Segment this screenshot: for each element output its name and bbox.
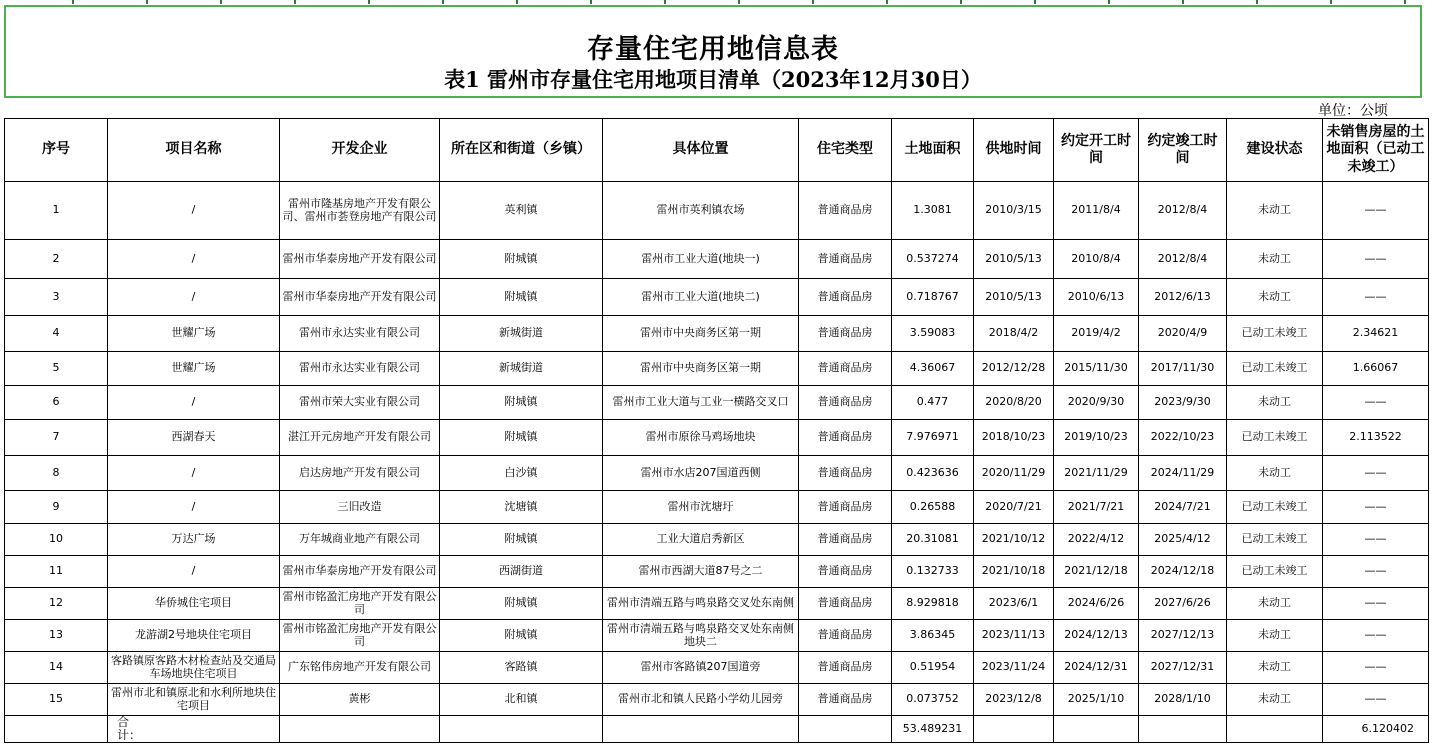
cell-type[interactable]: 普通商品房	[799, 456, 892, 491]
cell-index[interactable]: 2	[5, 240, 108, 279]
table-row	[5, 556, 1429, 588]
cell-area[interactable]: 20.31081	[892, 524, 974, 556]
cell-area[interactable]: 0.477	[892, 386, 974, 420]
cell-supply-date[interactable]: 2023/6/1	[974, 588, 1054, 620]
cell-status[interactable]: 未动工	[1227, 588, 1323, 620]
cell-index[interactable]: 8	[5, 456, 108, 491]
cell-unsold-area[interactable]: ——	[1323, 620, 1429, 652]
cell-developer[interactable]: 雷州市华泰房地产开发有限公司	[280, 279, 440, 316]
cell-project[interactable]: /	[108, 456, 280, 491]
header-row	[5, 119, 1429, 182]
total-empty-cell[interactable]	[974, 716, 1054, 743]
cell-area[interactable]: 0.51954	[892, 652, 974, 684]
total-empty-cell[interactable]	[440, 716, 603, 743]
cell-developer[interactable]: 雷州市永达实业有限公司	[280, 316, 440, 352]
cell-district[interactable]: 白沙镇	[440, 456, 603, 491]
cell-project[interactable]: /	[108, 182, 280, 240]
cell-supply-date[interactable]: 2018/10/23	[974, 420, 1054, 456]
table-row	[5, 386, 1429, 420]
cell-supply-date[interactable]: 2020/8/20	[974, 386, 1054, 420]
cell-finish-date[interactable]: 2012/8/4	[1139, 240, 1227, 279]
cell-district[interactable]: 西湖街道	[440, 556, 603, 588]
cell-status[interactable]: 已动工未竣工	[1227, 420, 1323, 456]
table-row	[5, 182, 1429, 240]
cell-developer[interactable]: 湛江开元房地产开发有限公司	[280, 420, 440, 456]
cell-area[interactable]: 0.718767	[892, 279, 974, 316]
cell-developer[interactable]: 雷州市隆基房地产开发有限公司、雷州市荟登房地产有限公司	[280, 182, 440, 240]
cell-unsold-area[interactable]: ——	[1323, 491, 1429, 524]
cell-location[interactable]: 工业大道启秀新区	[603, 524, 799, 556]
cell-unsold-area[interactable]: 2.113522	[1323, 420, 1429, 456]
cell-finish-date[interactable]: 2027/6/26	[1139, 588, 1227, 620]
col-header-finish-date[interactable]: 约定竣工时间	[1139, 119, 1227, 182]
cell-project[interactable]: /	[108, 279, 280, 316]
cell-district[interactable]: 客路镇	[440, 652, 603, 684]
total-empty-cell[interactable]	[799, 716, 892, 743]
cell-developer[interactable]: 雷州市铭盈汇房地产开发有限公司	[280, 620, 440, 652]
cell-index[interactable]: 9	[5, 491, 108, 524]
cell-finish-date[interactable]: 2012/6/13	[1139, 279, 1227, 316]
cell-start-date[interactable]: 2024/6/26	[1054, 588, 1139, 620]
cell-index[interactable]: 4	[5, 316, 108, 352]
col-header-start-date[interactable]: 约定开工时间	[1054, 119, 1139, 182]
cell-status[interactable]: 未动工	[1227, 652, 1323, 684]
table-row	[5, 352, 1429, 386]
cell-finish-date[interactable]: 2020/4/9	[1139, 316, 1227, 352]
cell-finish-date[interactable]: 2028/1/10	[1139, 684, 1227, 716]
cell-developer[interactable]: 雷州市荣大实业有限公司	[280, 386, 440, 420]
cell-location[interactable]: 雷州市客路镇207国道旁	[603, 652, 799, 684]
cell-unsold-area[interactable]: ——	[1323, 524, 1429, 556]
cell-type[interactable]: 普通商品房	[799, 491, 892, 524]
total-empty-cell[interactable]	[603, 716, 799, 743]
cell-district[interactable]: 附城镇	[440, 279, 603, 316]
cell-project[interactable]: 龙游湖2号地块住宅项目	[108, 620, 280, 652]
cell-developer[interactable]: 三旧改造	[280, 491, 440, 524]
cell-area[interactable]: 3.86345	[892, 620, 974, 652]
table-row	[5, 240, 1429, 279]
cell-location[interactable]: 雷州市工业大道与工业一横路交叉口	[603, 386, 799, 420]
cell-area[interactable]: 1.3081	[892, 182, 974, 240]
cell-area[interactable]: 8.929818	[892, 588, 974, 620]
spreadsheet-gridline-strip	[0, 0, 1432, 4]
cell-area[interactable]: 0.423636	[892, 456, 974, 491]
cell-status[interactable]: 未动工	[1227, 279, 1323, 316]
cell-status[interactable]: 未动工	[1227, 684, 1323, 716]
col-header-developer[interactable]: 开发企业	[280, 119, 440, 182]
cell-location[interactable]: 雷州市英利镇农场	[603, 182, 799, 240]
cell-start-date[interactable]: 2019/10/23	[1054, 420, 1139, 456]
cell-location[interactable]: 雷州市中央商务区第一期	[603, 352, 799, 386]
cell-finish-date[interactable]: 2024/7/21	[1139, 491, 1227, 524]
cell-area[interactable]: 3.59083	[892, 316, 974, 352]
cell-finish-date[interactable]: 2024/11/29	[1139, 456, 1227, 491]
page-title: 存量住宅用地信息表	[587, 34, 839, 65]
cell-finish-date[interactable]: 2022/10/23	[1139, 420, 1227, 456]
page-subtitle: 表1 雷州市存量住宅用地项目清单（2023年12月30日）	[444, 67, 982, 92]
cell-location[interactable]: 雷州市原徐马鸡场地块	[603, 420, 799, 456]
cell-index[interactable]: 7	[5, 420, 108, 456]
cell-district[interactable]: 沈塘镇	[440, 491, 603, 524]
cell-index[interactable]: 3	[5, 279, 108, 316]
cell-location[interactable]: 雷州市工业大道(地块一)	[603, 240, 799, 279]
cell-supply-date[interactable]: 2010/5/13	[974, 279, 1054, 316]
cell-unsold-area[interactable]: ——	[1323, 279, 1429, 316]
cell-index[interactable]: 6	[5, 386, 108, 420]
cell-unsold-area[interactable]: ——	[1323, 240, 1429, 279]
cell-start-date[interactable]: 2024/12/31	[1054, 652, 1139, 684]
cell-location[interactable]: 雷州市中央商务区第一期	[603, 316, 799, 352]
cell-status[interactable]: 未动工	[1227, 620, 1323, 652]
cell-type[interactable]: 普通商品房	[799, 352, 892, 386]
cell-district[interactable]: 附城镇	[440, 588, 603, 620]
cell-index[interactable]: 12	[5, 588, 108, 620]
table-row	[5, 279, 1429, 316]
cell-location[interactable]: 雷州市清端五路与鸣泉路交叉处东南侧地块二	[603, 620, 799, 652]
cell-project[interactable]: 世耀广场	[108, 316, 280, 352]
cell-project[interactable]: /	[108, 386, 280, 420]
cell-location[interactable]: 雷州市沈塘圩	[603, 491, 799, 524]
cell-type[interactable]: 普通商品房	[799, 684, 892, 716]
cell-project[interactable]: 万达广场	[108, 524, 280, 556]
cell-developer[interactable]: 启达房地产开发有限公司	[280, 456, 440, 491]
cell-district[interactable]: 附城镇	[440, 524, 603, 556]
cell-area[interactable]: 0.26588	[892, 491, 974, 524]
cell-area[interactable]: 0.537274	[892, 240, 974, 279]
cell-type[interactable]: 普通商品房	[799, 420, 892, 456]
cell-district[interactable]: 北和镇	[440, 684, 603, 716]
cell-type[interactable]: 普通商品房	[799, 386, 892, 420]
cell-status[interactable]: 已动工未竣工	[1227, 491, 1323, 524]
col-header-index[interactable]: 序号	[5, 119, 108, 182]
cell-supply-date[interactable]: 2021/10/18	[974, 556, 1054, 588]
cell-supply-date[interactable]: 2023/12/8	[974, 684, 1054, 716]
cell-start-date[interactable]: 2010/6/13	[1054, 279, 1139, 316]
cell-district[interactable]: 附城镇	[440, 620, 603, 652]
total-unsold-area[interactable]: 6.120402	[1323, 716, 1429, 743]
cell-start-date[interactable]: 2019/4/2	[1054, 316, 1139, 352]
cell-developer[interactable]: 雷州市铭盈汇房地产开发有限公司	[280, 588, 440, 620]
cell-developer[interactable]: 雷州市华泰房地产开发有限公司	[280, 240, 440, 279]
cell-status[interactable]: 已动工未竣工	[1227, 316, 1323, 352]
unit-label: 单位：公顷	[1318, 103, 1388, 119]
cell-unsold-area[interactable]: ——	[1323, 556, 1429, 588]
table-row	[5, 316, 1429, 352]
cell-unsold-area[interactable]: 1.66067	[1323, 352, 1429, 386]
cell-location[interactable]: 雷州市北和镇人民路小学幼儿园旁	[603, 684, 799, 716]
cell-project[interactable]: 西湖春天	[108, 420, 280, 456]
total-empty-cell[interactable]	[280, 716, 440, 743]
cell-status[interactable]: 未动工	[1227, 182, 1323, 240]
cell-unsold-area[interactable]: ——	[1323, 456, 1429, 491]
cell-finish-date[interactable]: 2027/12/13	[1139, 620, 1227, 652]
col-header-location[interactable]: 具体位置	[603, 119, 799, 182]
cell-index[interactable]: 10	[5, 524, 108, 556]
total-empty-cell[interactable]	[1227, 716, 1323, 743]
cell-type[interactable]: 普通商品房	[799, 620, 892, 652]
cell-unsold-area[interactable]: ——	[1323, 386, 1429, 420]
cell-district[interactable]: 附城镇	[440, 420, 603, 456]
cell-supply-date[interactable]: 2020/11/29	[974, 456, 1054, 491]
col-header-area[interactable]: 土地面积	[892, 119, 974, 182]
cell-finish-date[interactable]: 2025/4/12	[1139, 524, 1227, 556]
total-label[interactable]: 合计：	[5, 716, 108, 743]
cell-type[interactable]: 普通商品房	[799, 279, 892, 316]
table-row	[5, 491, 1429, 524]
cell-status[interactable]: 未动工	[1227, 240, 1323, 279]
cell-index[interactable]: 5	[5, 352, 108, 386]
cell-finish-date[interactable]: 2027/12/31	[1139, 652, 1227, 684]
cell-supply-date[interactable]: 2018/4/2	[974, 316, 1054, 352]
col-header-status[interactable]: 建设状态	[1227, 119, 1323, 182]
cell-finish-date[interactable]: 2023/9/30	[1139, 386, 1227, 420]
cell-start-date[interactable]: 2010/8/4	[1054, 240, 1139, 279]
cell-supply-date[interactable]: 2023/11/24	[974, 652, 1054, 684]
cell-type[interactable]: 普通商品房	[799, 556, 892, 588]
cell-start-date[interactable]: 2021/11/29	[1054, 456, 1139, 491]
cell-unsold-area[interactable]: ——	[1323, 182, 1429, 240]
land-table	[4, 118, 1429, 743]
cell-start-date[interactable]: 2022/4/12	[1054, 524, 1139, 556]
cell-start-date[interactable]: 2011/8/4	[1054, 182, 1139, 240]
cell-finish-date[interactable]: 2012/8/4	[1139, 182, 1227, 240]
col-header-type[interactable]: 住宅类型	[799, 119, 892, 182]
cell-developer[interactable]: 广东铭伟房地产开发有限公司	[280, 652, 440, 684]
cell-index[interactable]: 11	[5, 556, 108, 588]
cell-start-date[interactable]: 2015/11/30	[1054, 352, 1139, 386]
cell-developer[interactable]: 雷州市永达实业有限公司	[280, 352, 440, 386]
cell-district[interactable]: 新城街道	[440, 316, 603, 352]
cell-location[interactable]: 雷州市清端五路与鸣泉路交叉处东南侧	[603, 588, 799, 620]
cell-supply-date[interactable]: 2020/7/21	[974, 491, 1054, 524]
table-row	[5, 620, 1429, 652]
cell-developer[interactable]: 万年城商业地产有限公司	[280, 524, 440, 556]
cell-finish-date[interactable]: 2017/11/30	[1139, 352, 1227, 386]
cell-supply-date[interactable]: 2012/12/28	[974, 352, 1054, 386]
cell-type[interactable]: 普通商品房	[799, 316, 892, 352]
table-row	[5, 588, 1429, 620]
cell-supply-date[interactable]: 2023/11/13	[974, 620, 1054, 652]
total-empty-cell[interactable]	[1054, 716, 1139, 743]
col-header-project[interactable]: 项目名称	[108, 119, 280, 182]
cell-status[interactable]: 未动工	[1227, 456, 1323, 491]
cell-type[interactable]: 普通商品房	[799, 588, 892, 620]
title-cell[interactable]	[4, 5, 1422, 98]
col-header-district[interactable]: 所在区和街道（乡镇）	[440, 119, 603, 182]
cell-status[interactable]: 已动工未竣工	[1227, 352, 1323, 386]
cell-start-date[interactable]: 2024/12/13	[1054, 620, 1139, 652]
total-empty-cell[interactable]	[1139, 716, 1227, 743]
cell-supply-date[interactable]: 2010/5/13	[974, 240, 1054, 279]
cell-district[interactable]: 新城街道	[440, 352, 603, 386]
cell-status[interactable]: 已动工未竣工	[1227, 556, 1323, 588]
cell-type[interactable]: 普通商品房	[799, 182, 892, 240]
cell-district[interactable]: 附城镇	[440, 386, 603, 420]
table-row	[5, 420, 1429, 456]
cell-location[interactable]: 雷州市西湖大道87号之二	[603, 556, 799, 588]
cell-project[interactable]: 雷州市北和镇原北和水利所地块住宅项目	[108, 684, 280, 716]
cell-start-date[interactable]: 2021/7/21	[1054, 491, 1139, 524]
cell-supply-date[interactable]: 2010/3/15	[974, 182, 1054, 240]
cell-start-date[interactable]: 2025/1/10	[1054, 684, 1139, 716]
cell-status[interactable]: 已动工未竣工	[1227, 524, 1323, 556]
cell-index[interactable]: 1	[5, 182, 108, 240]
col-header-supply-date[interactable]: 供地时间	[974, 119, 1054, 182]
cell-developer[interactable]: 黄彬	[280, 684, 440, 716]
cell-type[interactable]: 普通商品房	[799, 240, 892, 279]
cell-area[interactable]: 0.132733	[892, 556, 974, 588]
cell-unsold-area[interactable]: ——	[1323, 588, 1429, 620]
cell-area[interactable]: 0.073752	[892, 684, 974, 716]
cell-area[interactable]: 4.36067	[892, 352, 974, 386]
cell-index[interactable]: 13	[5, 620, 108, 652]
cell-index[interactable]: 14	[5, 652, 108, 684]
table-body	[5, 182, 1429, 716]
cell-location[interactable]: 雷州市水店207国道西侧	[603, 456, 799, 491]
table-row	[5, 524, 1429, 556]
table-row	[5, 456, 1429, 491]
cell-location[interactable]: 雷州市工业大道(地块二)	[603, 279, 799, 316]
cell-project[interactable]: /	[108, 491, 280, 524]
cell-district[interactable]: 英利镇	[440, 182, 603, 240]
total-row	[5, 716, 1429, 743]
col-header-unsold-area[interactable]: 未销售房屋的土地面积（已动工未竣工）	[1323, 119, 1429, 182]
cell-supply-date[interactable]: 2021/10/12	[974, 524, 1054, 556]
cell-area[interactable]: 7.976971	[892, 420, 974, 456]
cell-index[interactable]: 15	[5, 684, 108, 716]
cell-unsold-area[interactable]: ——	[1323, 652, 1429, 684]
cell-unsold-area[interactable]: 2.34621	[1323, 316, 1429, 352]
cell-project[interactable]: 华侨城住宅项目	[108, 588, 280, 620]
cell-type[interactable]: 普通商品房	[799, 524, 892, 556]
cell-project[interactable]: 世耀广场	[108, 352, 280, 386]
cell-project[interactable]: 客路镇原客路木材检查站及交通局车场地块住宅项目	[108, 652, 280, 684]
cell-type[interactable]: 普通商品房	[799, 652, 892, 684]
cell-unsold-area[interactable]: ——	[1323, 684, 1429, 716]
cell-start-date[interactable]: 2021/12/18	[1054, 556, 1139, 588]
table-row	[5, 652, 1429, 684]
total-land-area[interactable]: 53.489231	[892, 716, 974, 743]
cell-developer[interactable]: 雷州市华泰房地产开发有限公司	[280, 556, 440, 588]
cell-project[interactable]: /	[108, 240, 280, 279]
cell-start-date[interactable]: 2020/9/30	[1054, 386, 1139, 420]
cell-status[interactable]: 未动工	[1227, 386, 1323, 420]
cell-project[interactable]: /	[108, 556, 280, 588]
table-row	[5, 684, 1429, 716]
cell-finish-date[interactable]: 2024/12/18	[1139, 556, 1227, 588]
cell-district[interactable]: 附城镇	[440, 240, 603, 279]
